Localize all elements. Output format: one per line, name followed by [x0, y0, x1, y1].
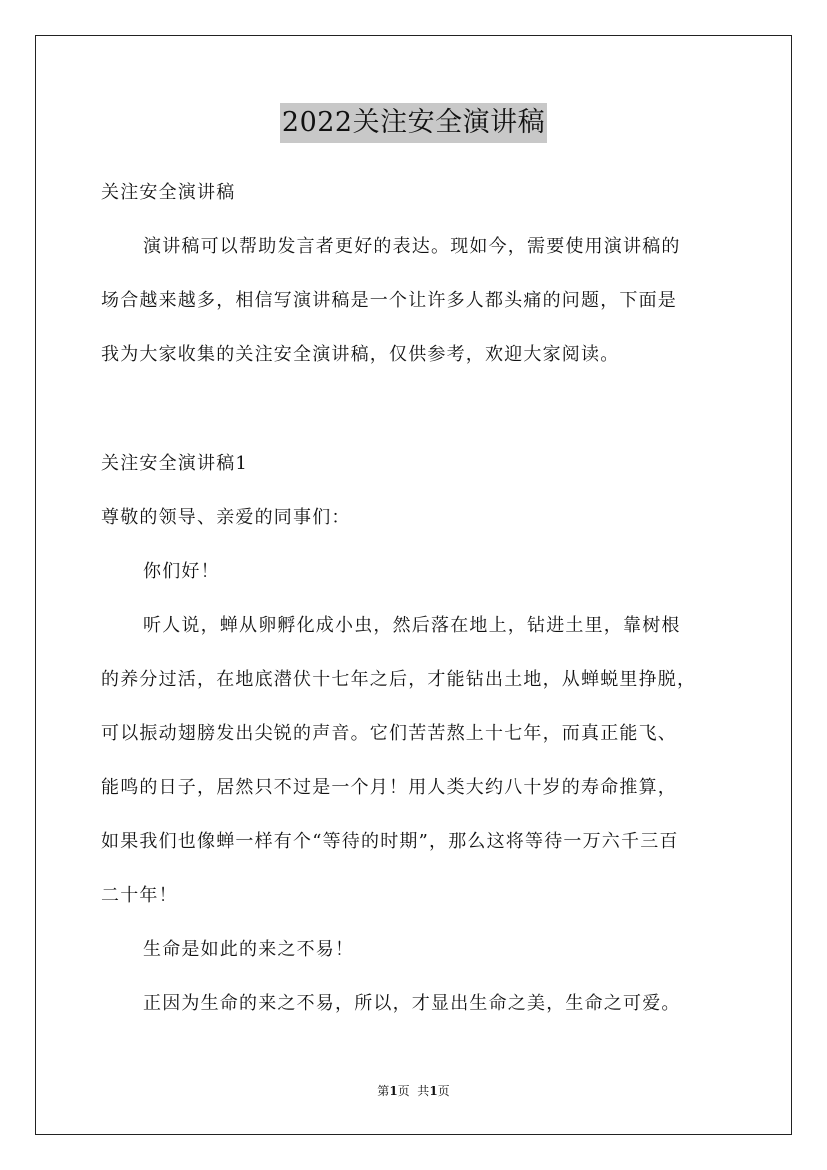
- footer-page-suffix: 页: [437, 1084, 450, 1098]
- greeting: 你们好！: [143, 561, 220, 582]
- paragraph2: 生命是如此的来之不易！: [143, 939, 355, 960]
- intro-line-2: 场合越来越多，相信写演讲稿是一个让许多人都头痛的问题，下面是: [101, 290, 677, 311]
- document-title: 2022关注安全演讲稿: [280, 103, 547, 143]
- footer-page-total: 1: [429, 1084, 438, 1098]
- paragraph1-line-3: 可以振动翅膀发出尖锐的声音。它们苦苦熬上十七年，而真正能飞、: [101, 723, 677, 744]
- footer-page-number: 1: [389, 1084, 398, 1098]
- section-heading: 关注安全演讲稿1: [101, 453, 249, 474]
- title-container: [0, 103, 827, 143]
- intro-line-1: 演讲稿可以帮助发言者更好的表达。现如今，需要使用演讲稿的: [143, 236, 681, 257]
- subtitle: 关注安全演讲稿: [101, 182, 236, 203]
- intro-line-3: 我为大家收集的关注安全演讲稿，仅供参考，欢迎大家阅读。: [101, 344, 620, 365]
- paragraph1-line-6: 二十年！: [101, 885, 178, 906]
- paragraph1-line-2: 的养分过活，在地底潜伏十七年之后，才能钻出土地，从蝉蜕里挣脱，: [101, 669, 697, 690]
- paragraph3: 正因为生命的来之不易，所以，才显出生命之美，生命之可爱。: [143, 993, 681, 1014]
- page-footer: [0, 1083, 827, 1099]
- paragraph1-line-4: 能鸣的日子，居然只不过是一个月！用人类大约八十岁的寿命推算，: [101, 777, 677, 798]
- footer-page-mid: 页 共: [397, 1084, 430, 1098]
- salutation: 尊敬的领导、亲爱的同事们：: [101, 507, 351, 528]
- footer-page-prefix: 第: [377, 1084, 390, 1098]
- paragraph1-line-5: 如果我们也像蝉一样有个“等待的时期”，那么这将等待一万六千三百: [101, 831, 679, 852]
- paragraph1-line-1: 听人说，蝉从卵孵化成小虫，然后落在地上，钻进土里，靠树根: [143, 615, 681, 636]
